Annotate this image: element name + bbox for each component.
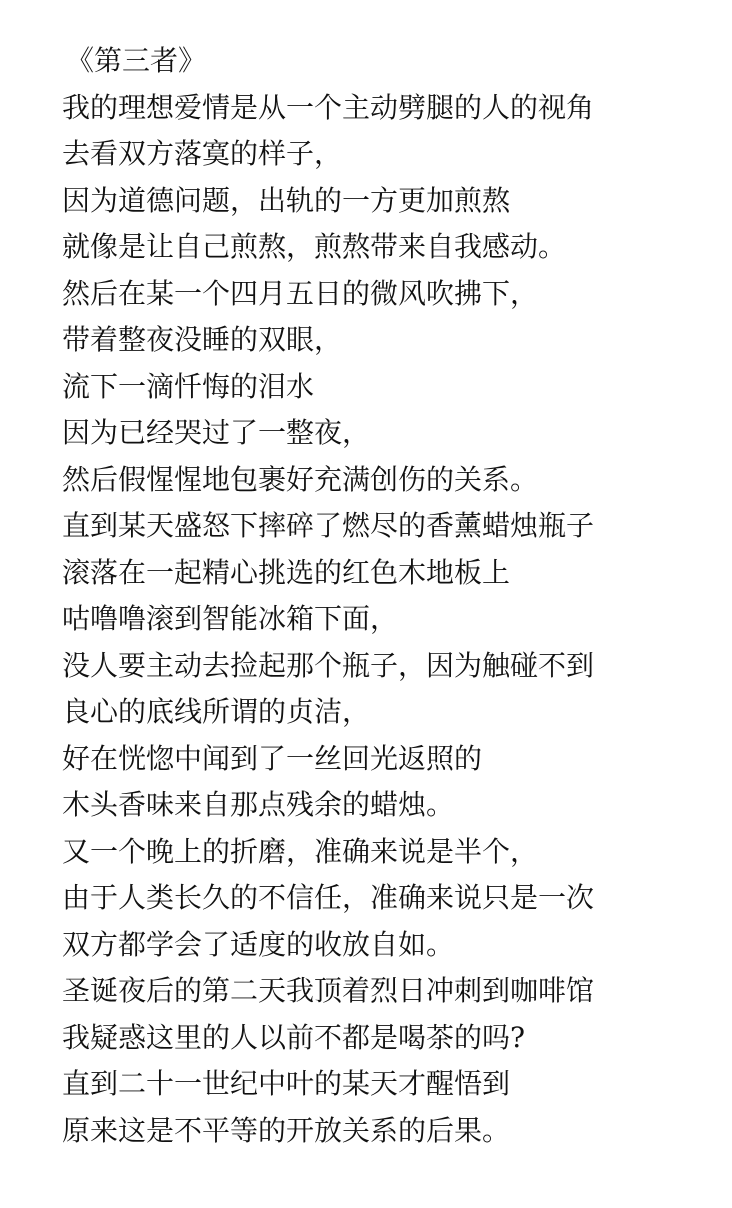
poem-line: 我的理想爱情是从一个主动劈腿的人的视角: [62, 90, 595, 124]
poem-line: 滚落在一起精心挑选的红色木地板上: [62, 555, 511, 589]
poem-line: 我疑惑这里的人以前不都是喝茶的吗?: [62, 1020, 526, 1054]
poem-line: 直到二十一世纪中叶的某天才醒悟到: [62, 1067, 511, 1100]
poem-line: 原来这是不平等的开放关系的后果。: [62, 1113, 511, 1147]
poem-line: 流下一滴忏悔的泪水: [62, 369, 315, 403]
poem-line: 圣诞夜后的第二天我顶着烈日冲刺到咖啡馆: [62, 974, 595, 1007]
poem-text: [62, 38, 722, 1154]
poem-line: 咕噜噜滚到智能冰箱下面，: [62, 602, 399, 635]
poem-title: 《第三者》: [66, 44, 207, 77]
poem-line: 就像是让自己煎熬，煎熬带来自我感动。: [62, 230, 567, 263]
poem-line: 因为道德问题，出轨的一方更加煎熬: [62, 183, 511, 217]
poem-line: 然后假惺惺地包裹好充满创伤的关系。: [62, 462, 539, 496]
poem-line: 然后在某一个四月五日的微风吹拂下，: [62, 276, 539, 310]
poem-line: 去看双方落寞的样子，: [62, 137, 343, 170]
poem-line: 直到某天盛怒下摔碎了燃尽的香薰蜡烛瓶子: [62, 509, 595, 542]
poem-line: 木头香味来自那点残余的蜡烛。: [62, 788, 455, 821]
poem-line: 良心的底线所谓的贞洁，: [62, 695, 371, 728]
poem-line: 由于人类长久的不信任，准确来说只是一次: [62, 881, 595, 914]
poem-line: 没人要主动去捡起那个瓶子，因为触碰不到: [62, 648, 595, 682]
poem-line: 又一个晚上的折磨，准确来说是半个，: [62, 834, 539, 868]
poem-line: 带着整夜没睡的双眼，: [62, 323, 343, 356]
poem-line: 因为已经哭过了一整夜，: [62, 416, 371, 449]
poem-line: 双方都学会了适度的收放自如。: [62, 927, 455, 961]
poem-line: 好在恍惚中闻到了一丝回光返照的: [62, 741, 483, 775]
